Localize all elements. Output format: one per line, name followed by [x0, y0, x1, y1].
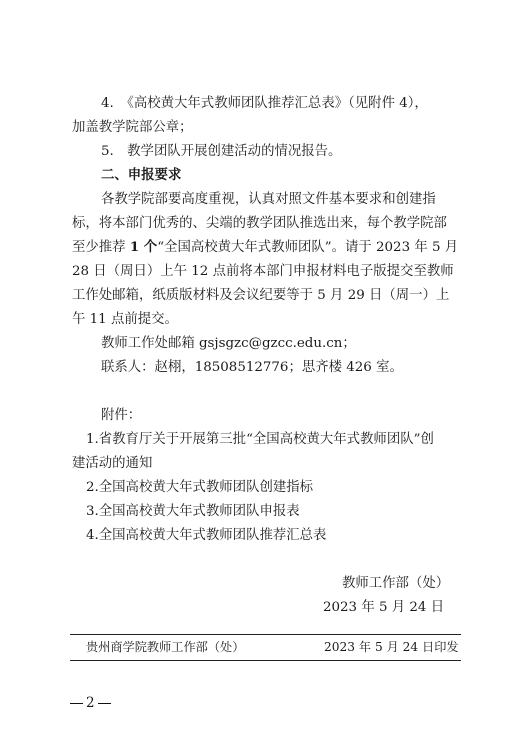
attachment-4: 4.全国高校黄大年式教师团队推荐汇总表	[86, 528, 327, 543]
requirements-paragraph-line-5: 工作处邮箱，纸质版材料及会议纪要等于 5 月 29 日（周一）上	[72, 288, 450, 303]
requirements-paragraph-line-2: 标，将本部门优秀的、尖端的教学团队推选出来，每个教学院部	[72, 216, 447, 231]
attachment-2: 2.全国高校黄大年式教师团队创建指标	[86, 480, 314, 495]
attachments-heading: 附件：	[101, 408, 142, 423]
footer-top-rule	[70, 634, 461, 635]
requirements-text: 至少推荐	[72, 240, 130, 255]
item-4-line-1: 4. 《高校黄大年式教师团队推荐汇总表》（见附件 4），	[101, 96, 428, 111]
page-number	[70, 697, 111, 711]
requirements-paragraph-line-6: 午 11 点前提交。	[72, 312, 178, 327]
requirements-paragraph-line-3	[72, 241, 458, 254]
contact-line: 联系人：赵栩，18508512776；思齐楼 426 室。	[101, 360, 403, 375]
attachment-1-line-1: 1.省教育厅关于开展第三批“全国高校黄大年式教师团队”创	[86, 432, 434, 447]
footer-issuer: 贵州商学院教师工作部（处）	[86, 640, 245, 654]
requirements-paragraph-line-4: 28 日（周日）上午 12 点前将本部门申报材料电子版提交至教师	[72, 264, 454, 279]
section-heading-requirements: 二、申报要求	[101, 167, 182, 183]
page-number-value: 2	[86, 695, 95, 711]
signature-org: 教师工作部（处）	[342, 576, 450, 591]
requirements-paragraph-line-1: 各教学院部要高度重视，认真对照文件基本要求和创建指	[101, 192, 436, 207]
page-number-dash-right	[98, 703, 111, 704]
attachment-1-line-2: 建活动的通知	[72, 456, 153, 471]
footer-bottom-rule	[70, 660, 461, 661]
attachment-3: 3.全国高校黄大年式教师团队申报表	[86, 504, 300, 519]
page-number-dash-left	[70, 703, 83, 704]
requirements-bold-count: 1 个	[129, 239, 158, 255]
signature-date: 2023 年 5 月 24 日	[323, 600, 445, 615]
email-line: 教师工作处邮箱 gsjsgzc@gzcc.edu.cn；	[101, 336, 356, 351]
footer-print-date: 2023 年 5 月 24 日印发	[324, 640, 459, 654]
item-5: 5. 教学团队开展创建活动的情况报告。	[101, 144, 342, 159]
item-4-line-2: 加盖教学院部公章；	[72, 120, 193, 135]
requirements-text: “全国高校黄大年式教师团队”。请于 2023 年 5 月	[157, 240, 459, 255]
